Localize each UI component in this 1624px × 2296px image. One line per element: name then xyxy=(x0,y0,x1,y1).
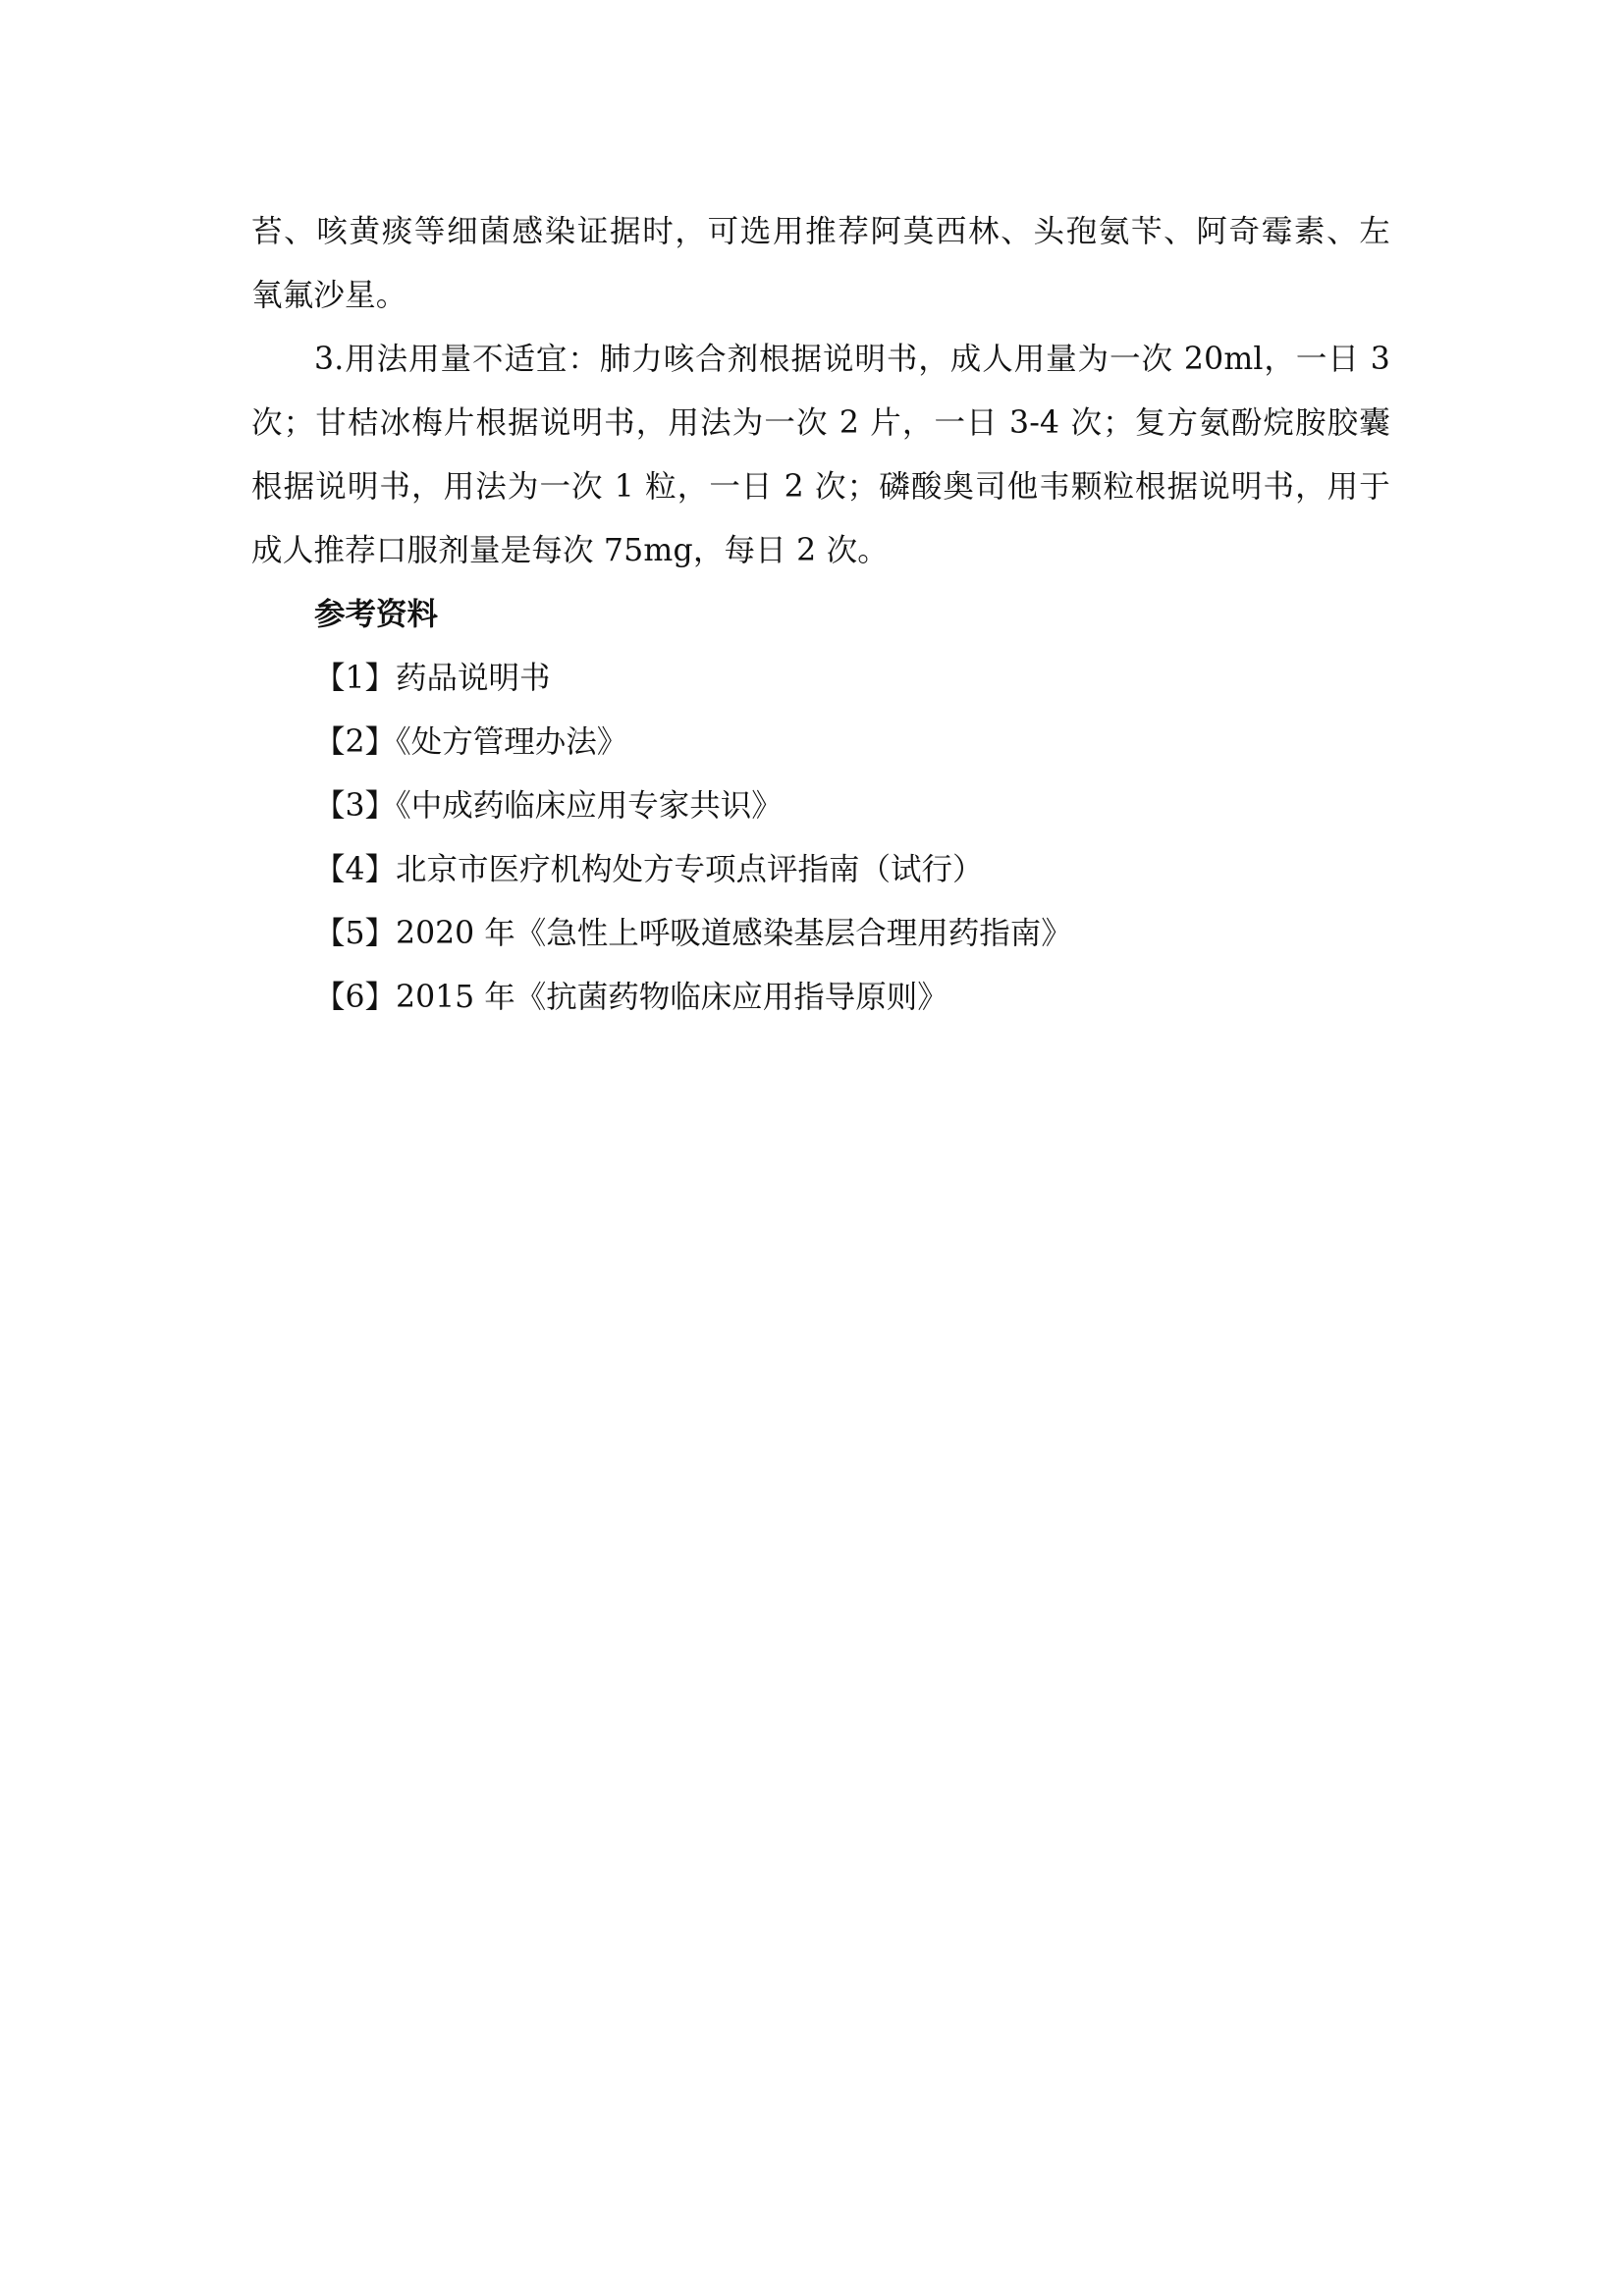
paragraph-line: 次；甘桔冰梅片根据说明书，用法为一次 2 片，一日 3-4 次；复方氨酚烷胺胶囊 xyxy=(251,405,1390,441)
reference-item: 【5】2020 年《急性上呼吸道感染基层合理用药指南》 xyxy=(314,916,1072,951)
reference-item: 【1】药品说明书 xyxy=(314,661,551,696)
reference-item: 【4】北京市医疗机构处方专项点评指南（试行） xyxy=(314,852,984,887)
paragraph-line: 3.用法用量不适宜：肺力咳合剂根据说明书，成人用量为一次 20ml，一日 3 xyxy=(314,342,1390,377)
paragraph-dosage-inappropriate xyxy=(251,328,1390,583)
reference-item: 【3】《中成药临床应用专家共识》 xyxy=(314,788,783,824)
paragraph-line: 根据说明书，用法为一次 1 粒，一日 2 次；磷酸奥司他韦颗粒根据说明书，用于 xyxy=(251,469,1390,505)
references-heading: 参考资料 xyxy=(314,597,439,632)
reference-item: 【6】2015 年《抗菌药物临床应用指导原则》 xyxy=(314,980,948,1015)
paragraph-line: 苔、咳黄痰等细菌感染证据时，可选用推荐阿莫西林、头孢氨苄、阿奇霉素、左 xyxy=(251,214,1390,249)
reference-item: 【2】《处方管理办法》 xyxy=(314,724,628,760)
paragraph-line: 成人推荐口服剂量是每次 75mg，每日 2 次。 xyxy=(251,533,889,568)
references-list xyxy=(251,647,1390,1030)
paragraph-line: 氧氟沙星。 xyxy=(251,278,407,313)
document-body xyxy=(251,200,1390,1030)
paragraph-infection-evidence xyxy=(251,200,1390,328)
